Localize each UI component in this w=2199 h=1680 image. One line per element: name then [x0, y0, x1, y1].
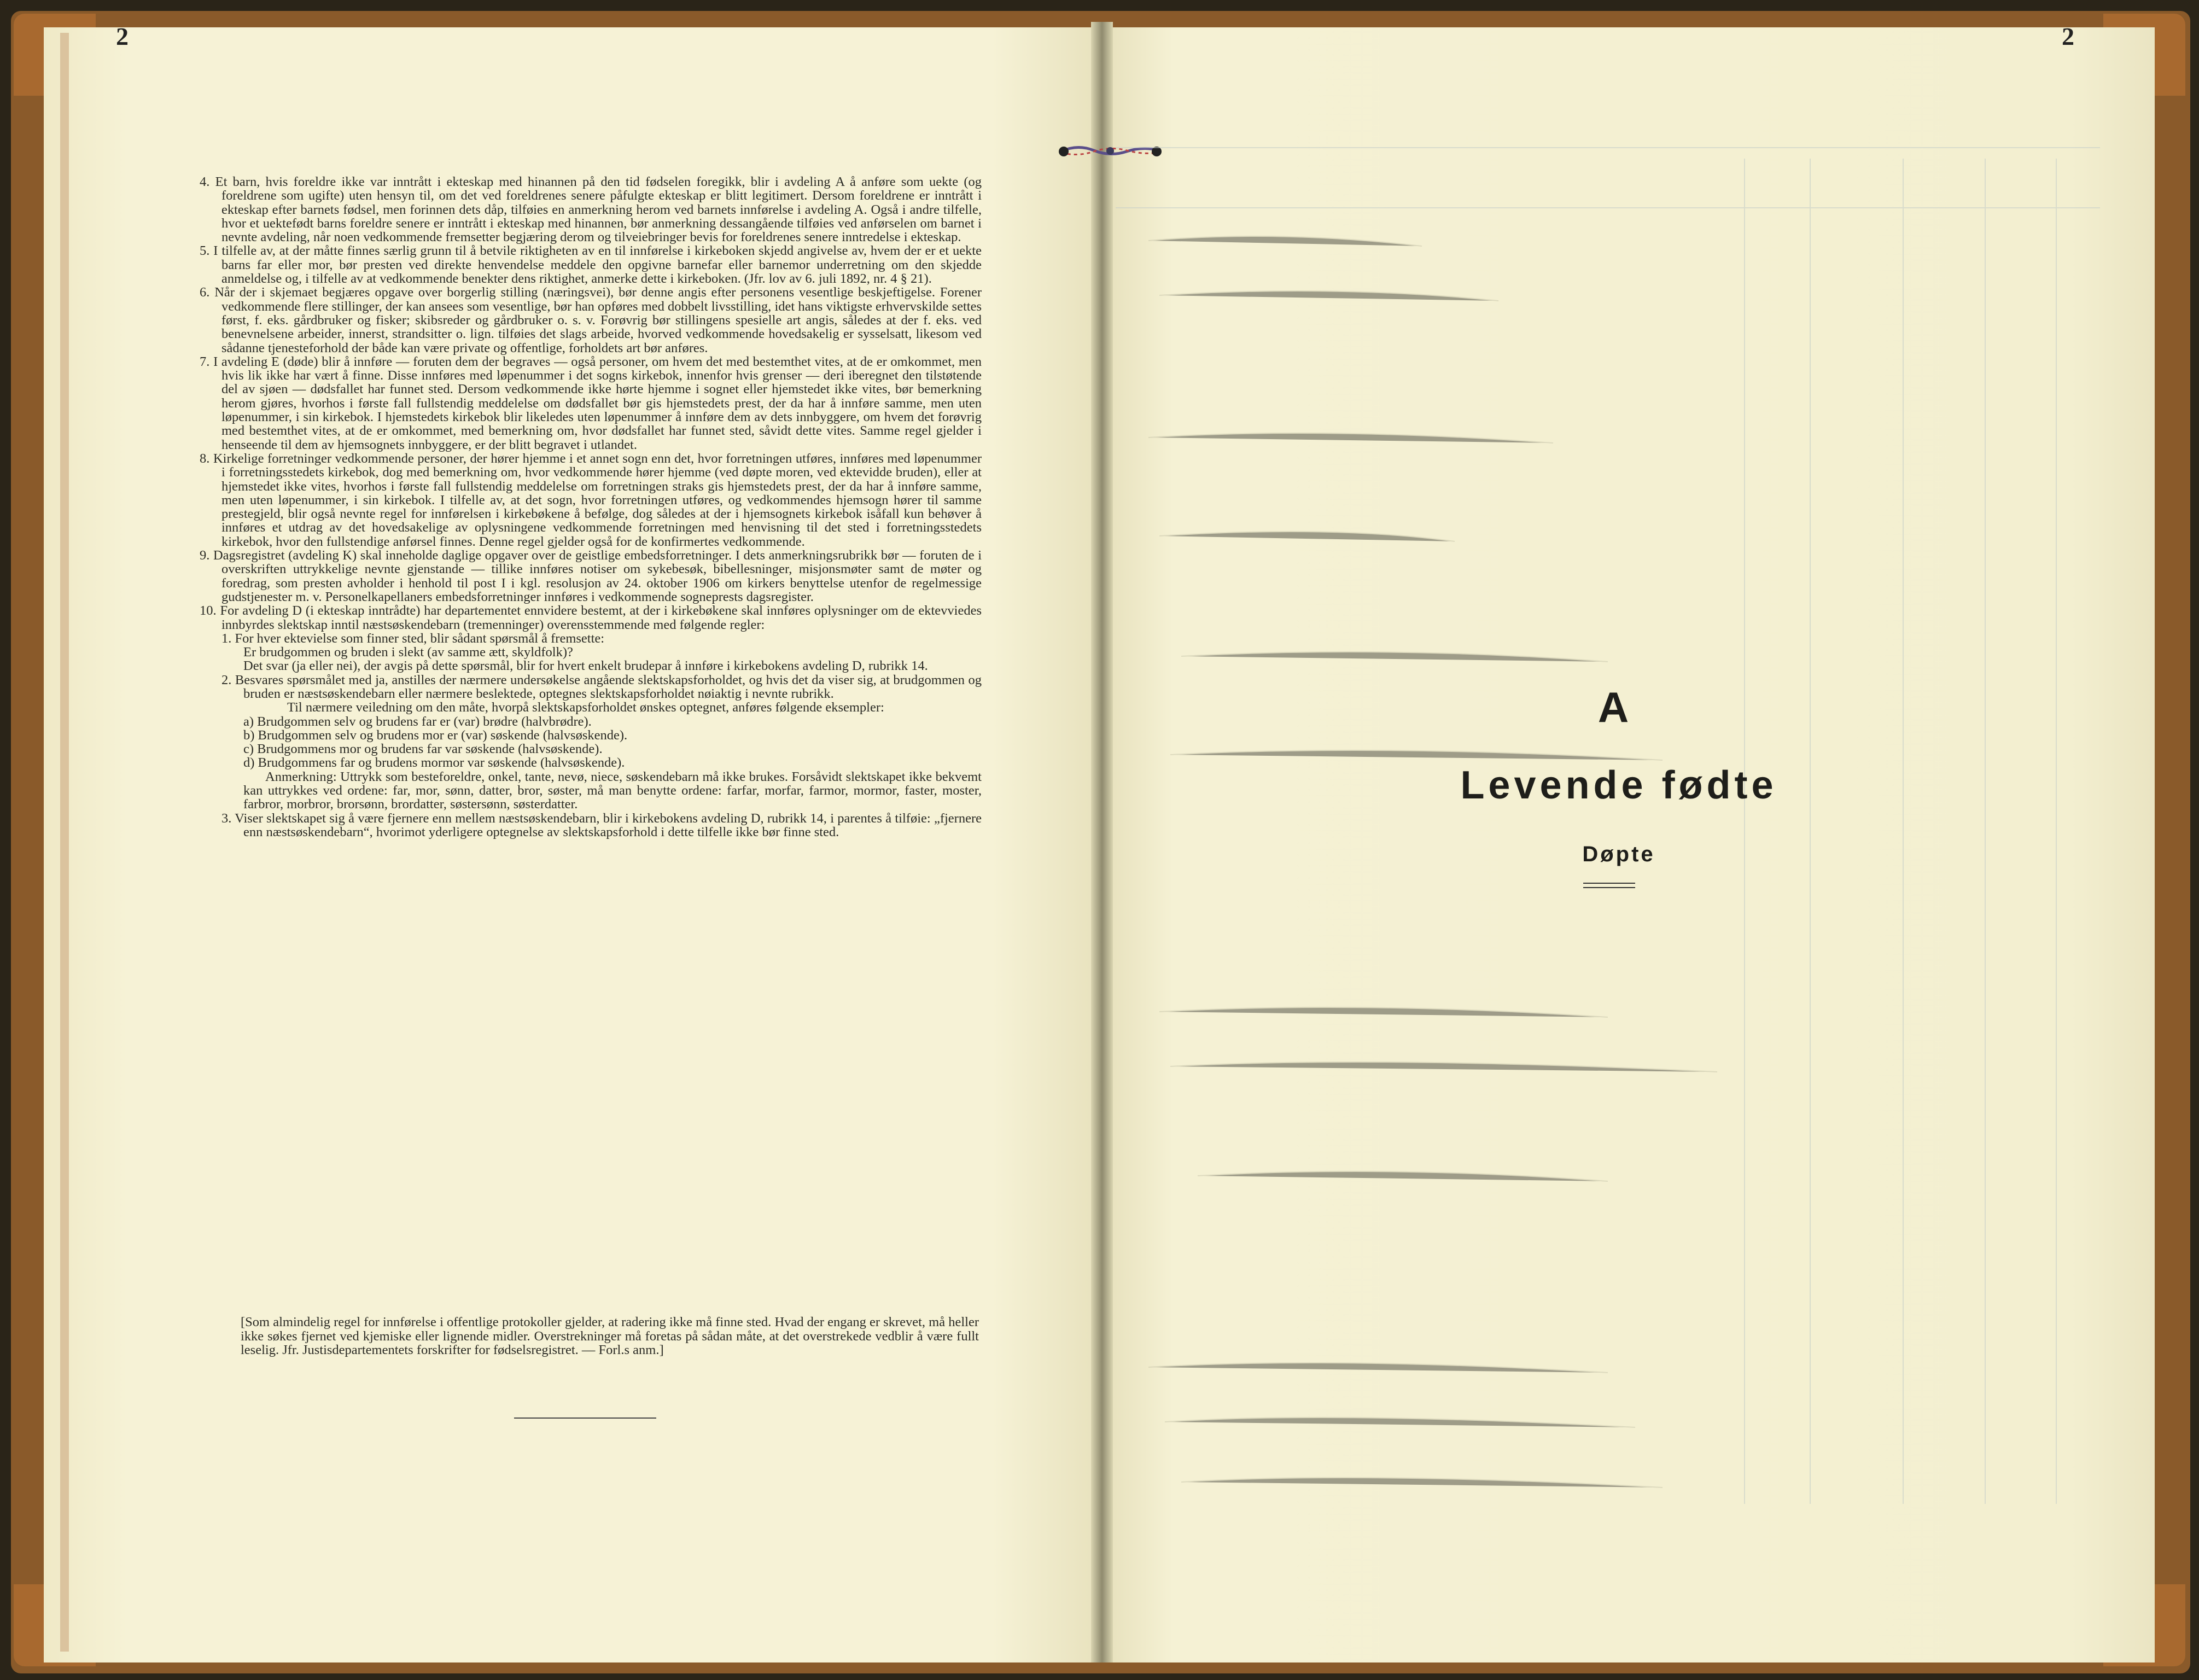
instructions-text	[200, 175, 982, 839]
instruction-item-4: 4. Et barn, hvis foreldre ikke var inntrått i ekteskap med hinannen på den tid fødselen foregikk, blir i avdeling A å anføre som uekte (og foreldrene som ugifte) uten hensyn til, om det ved foreldrenes senere påfulgte ekteskap er blitt legitimert. Dersom foreldrene er inntrått i ekteskap efter barnets fødsel, men forinnen dets dåp, tilføies en anmerkning herom ved barnets innførelse i avdeling A. Også i andre tilfelle, hvor et uektefødt barns foreldre senere er inntrått i ekteskap med hinannen, bør anmerkning dessangående tilføies ved anførselen om barnet i nevnte avdeling, når noen vedkommende fremsetter begjæring derom og tilveiebringer bevis for foreldrenes senere inntredelse i ekteskap.	[200, 174, 982, 245]
page-number: 2	[116, 22, 129, 50]
rule-1: 1. For hver ektevielse som finner sted, blir sådant spørsmål å fremsette:	[221, 631, 605, 646]
instruction-item-8: 8. Kirkelige forretninger vedkommende personer, der hører hjemme i et annet sogn enn det, hvor forretningen utføres, innføres med løpenummer i forretningsstedets kirkebok, dog med bemerkning om, hvor vedkommende hører hjemme (ved døpte moren, ved ektevidde bruden), eller at hjemstedet ikke vites, hvorhos i første fall fullstendig meddelelse om forretningen straks gis hjemstedets prest, der da har å innføre samme, men uten løpenummer, i sin kirkebok. I tilfelle av, at det sogn, hvor forretningen utføres, og vedkommendes hjemsogn hører til samme prestegjeld, blir også nevnte regel for innførelsen i kirkebøkene å befølge, dog således at der i hjemsognets kirkebok isåfall kun behøver å innføres et utdrag av det hovedsakelige av oplysningene vedkommende forretningen med henvisning til det sted i forretningsstedets kirkebok, hvor den fullstendige anførsel finnes. Denne regel gjelder også for de konfirmertes vedkommende.	[200, 451, 982, 549]
rule-2: 2. Besvares spørsmålet med ja, anstilles der nærmere undersøkelse angående slektskapsforholdet, og hvis det da viser sig, at brudgommen og bruden er næstsøskendebarn eller nærmere beslektede, optegnes slektskapsforholdet nøiaktig i nevnte rubrikk.	[221, 672, 982, 701]
page-edge-strip	[60, 33, 69, 1652]
example-a: a) Brudgommen selv og brudens far er (var) brødre (halvbrødre).	[243, 714, 592, 729]
rule-3: 3. Viser slektskapet sig å være fjernere enn mellem næstsøskendebarn, blir i kirkebokens avdeling D, rubrikk 14, i parentes å tilføie: „fjernere enn næstsøskendebarn“, hvorimot yderligere optegnelse av slektskapsforhold i dette tilfelle ikke bør finne sted.	[221, 810, 982, 839]
instruction-item-7: 7. I avdeling E (døde) blir å innføre — foruten dem der begraves — også personer, om hvem det med bestemthet vites, at de er omkommet, men hvis lik ikke har vært å finne. Disse innføres med løpenummer i det sogns kirkebok, innenfor hvis grenser — deri iberegnet den tilstøtende del av sjøen — dødsfallet har funnet sted. Dersom vedkommende ikke hørte hjemme i sognet eller hjemstedet ikke vites, bør bemerkning herom gjøres, hvorhos i første fall fullstendig meddelelse om dødsfallet bør gis hjemstedets prest, der da har å innføre samme, men uten løpenummer, i sin kirkebok. I hjemstedets kirkebok blir likeledes uten løpenummer å innføre dem av dets innbyggere, om hvem det forøvrig med bestemthet vites, at de er omkommet, med bemerkning om, hvor dødsfallet har funnet sted, såvidt dette vites. Samme regel gjelder i henseende til dem av hjemsognets innbyggere, er der blitt begravet i utlandet.	[200, 354, 982, 452]
rule-2-guidance: Til nærmere veiledning om den måte, hvorpå slektskapsforholdet ønskes optegnet, anføres følgende eksempler:	[287, 700, 884, 715]
remark: Anmerkning: Uttrykk som besteforeldre, onkel, tante, nevø, niece, søskendebarn må ikke brukes. Forsåvidt slektskapet ikke bekvemt kan uttrykkes ved ordene: far, mor, sønn, datter, bror, søster, må man benytte ordene: farfar, morfar, farmor, mormor, faster, moster, farbror, morbror, brorsønn, brordatter, søstersønn, søsterdatter.	[243, 769, 982, 812]
section-subtitle: Døpte	[1582, 842, 1655, 866]
divider-rule	[514, 1418, 656, 1419]
double-rule	[1583, 883, 1635, 888]
example-d: d) Brudgommens far og brudens mormor var søskende (halvsøskende).	[243, 755, 625, 771]
rule-1-question: Er brudgommen og bruden i slekt (av samme ætt, skyldfolk)?	[243, 645, 573, 660]
instruction-item-9: 9. Dagsregistret (avdeling K) skal inneholde daglige opgaver over de geistlige embedsforretninger. I dets anmerkningsrubrikk bør — foruten de i overskriften uttrykkelige nevnte gjenstande — tillike innføres notiser om sykebesøk, bibellesninger, misjonsmøter samt de møter og foredrag, som presten avholder i henhold til post I i kgl. resolusjon av 24. oktober 1906 om kirkers benyttelse utenfor de regelmessige gudstjenester m. v. Personelkapellaners embedsforretninger innføres i vedkommende sogneprests dagsregister.	[200, 548, 982, 604]
instruction-item-6: 6. Når der i skjemaet begjæres opgave over borgerlig stilling (næringsvei), bør denne angis efter personens vesentlige beskjeftigelse. Forener vedkommende flere stillinger, der kan ansees som vesentlige, bør han opføres med dobbelt livsstilling, idet hans viktigste erhvervskilde settes først, f. eks. gårdbruker og fisker; skibsreder og gårdbruker o. s. v. Forøvrig bør stillingens spesielle art angis, således at der f. eks. ved benevnelsene arbeider, innerst, strandsitter o. lign. tilføies det slags arbeide, hvorved vedkommende hovedsakelig er sysselsatt, likesom ved sådanne tjenesteforhold der både kan være private og offentlige, forholdets art bør anføres.	[200, 285, 982, 355]
page-number: 2	[2062, 22, 2074, 50]
instruction-item-5: 5. I tilfelle av, at der måtte finnes særlig grunn til å betvile riktigheten av en til innførelse i kirkeboken skjedd angivelse av, hvem der er et uekte barns far eller mor, bør presten ved direkte henvendelse meddele den opgivne barnefar eller barnemor underretning om den skjedde anmeldelse og, i tilfelle av at vedkommende benekter dens riktighet, anmerke dette i kirkeboken. (Jfr. lov av 6. juli 1892, nr. 4 § 21).	[200, 243, 982, 287]
instruction-item-10: 10. For avdeling D (i ekteskap inntrådte) har departementet ennvidere bestemt, at der i kirkebøkene skal innføres oplysninger om de ektevviedes innbyrdes slektskap inntil næstsøskendebarn (tremenninger) overensstemmende med følgende regler:	[200, 603, 982, 632]
book-spine	[1091, 22, 1113, 1662]
section-title: Levende fødte	[1460, 763, 1777, 807]
example-c: c) Brudgommens mor og brudens far var søskende (halvsøskende).	[243, 742, 603, 757]
bleed-through-grid	[1116, 82, 2100, 1559]
publisher-note: [Som almindelig regel for innførelse i offentlige protokoller gjelder, at radering ikke må finne sted. Hvad der engang er skrevet, må heller ikke søkes fjernet ved kjemiske eller lignende midler. Overstrekninger må foretas på sådan måte, at det overstrekede vedblir å være fullt leselig. Jfr. Justisdepartementets forskrifter for fødselsregistret. — Forl.s anm.]	[241, 1315, 979, 1357]
section-letter: A	[1597, 683, 1629, 731]
rule-1-answer: Det svar (ja eller nei), der avgis på dette spørsmål, blir for hvert enkelt brudepar å innføre i kirkebokens avdeling D, rubrikk 14.	[243, 658, 928, 674]
example-b: b) Brudgommen selv og brudens mor er (var) søskende (halvsøskende).	[243, 727, 628, 743]
